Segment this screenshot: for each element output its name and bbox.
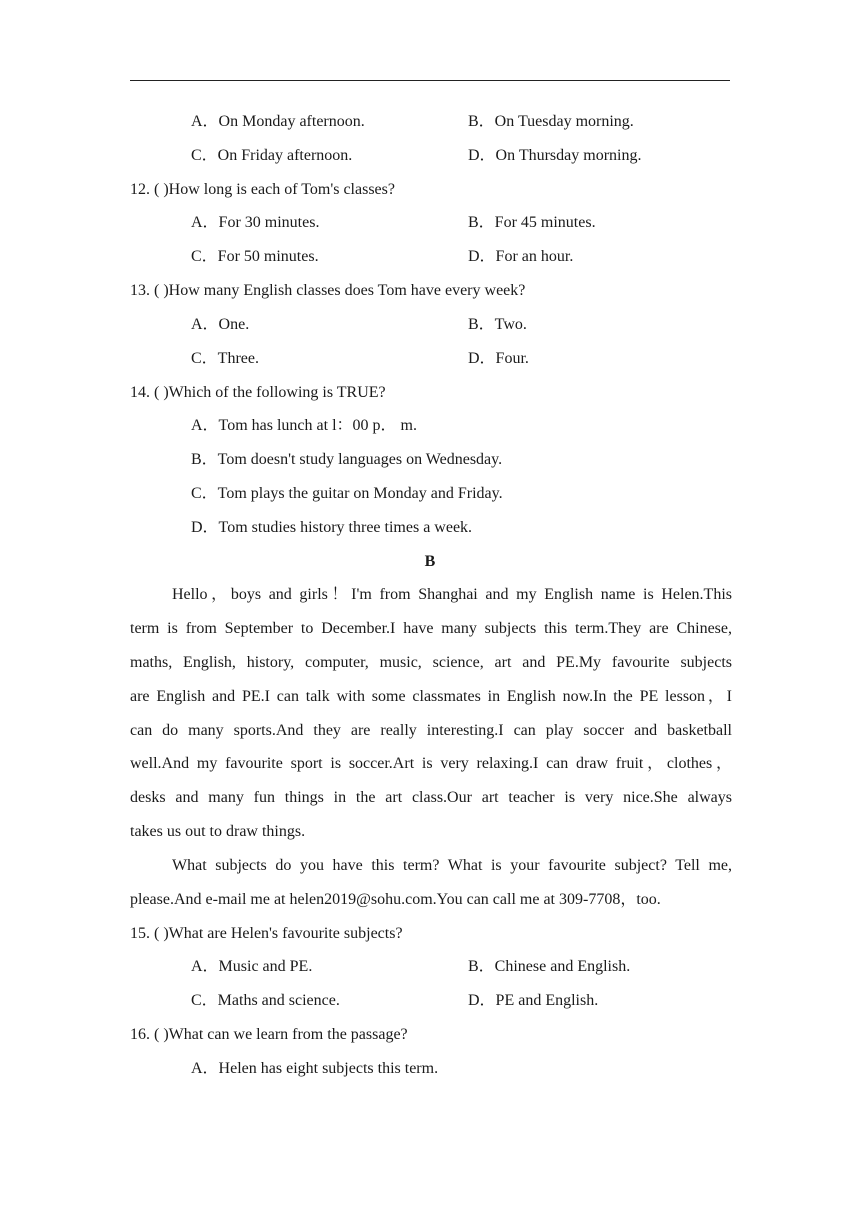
q13-stem: 13. ( )How many English classes does Tom have every week? — [130, 282, 526, 299]
passage-line: term is from September to December.I have many subjects this term.They are Chinese, — [130, 619, 732, 637]
q12-option-c: C．For 50 minutes. — [191, 248, 319, 265]
q15-option-d: D．PE and English. — [468, 992, 599, 1009]
q12-option-b: B．For 45 minutes. — [468, 214, 596, 231]
q13-option-d: D．Four. — [468, 350, 529, 367]
header-rule — [130, 80, 730, 81]
q15-option-b: B．Chinese and English. — [468, 958, 631, 975]
section-b-heading: B — [424, 553, 436, 570]
q16-stem: 16. ( )What can we learn from the passage? — [130, 1026, 408, 1043]
passage-line: takes us out to draw things. — [130, 823, 306, 841]
q14-stem: 14. ( )Which of the following is TRUE? — [130, 384, 386, 401]
passage-line: are English and PE.I can talk with some classmates in English now.In the PE lesson，I — [130, 687, 732, 705]
passage-line: What subjects do you have this term? What is your favourite subject? Tell me, — [172, 857, 732, 874]
passage-line: desks and many fun things in the art class.Our art teacher is very nice.She always — [130, 789, 732, 807]
q11-option-a: A．On Monday afternoon. — [191, 113, 365, 130]
q14-option-b: B．Tom doesn't study languages on Wednesday. — [191, 451, 503, 468]
q15-stem: 15. ( )What are Helen's favourite subjects? — [130, 925, 403, 942]
passage-line: can do many sports.And they are really interesting.I can play soccer and basketball — [130, 721, 732, 739]
q11-option-c: C．On Friday afternoon. — [191, 147, 353, 164]
passage-paragraph-2 — [130, 856, 732, 924]
q11-option-d: D．On Thursday morning. — [468, 147, 642, 164]
passage-paragraph-1 — [130, 585, 732, 856]
q13-option-b: B．Two. — [468, 316, 527, 333]
passage-line: Hello，boys and girls！I'm from Shanghai and my English name is Helen.This — [172, 586, 732, 603]
q11-option-b: B．On Tuesday morning. — [468, 113, 634, 130]
q14-option-a: A．Tom has lunch at l：00 p． m. — [191, 417, 417, 434]
passage-line: well.And my favourite sport is soccer.Art is very relaxing.I can draw fruit，clothes， — [130, 755, 732, 773]
q13-option-c: C．Three. — [191, 350, 259, 367]
passage-line: please.And e-mail me at helen2019@sohu.com.You can call me at 309-7708，too. — [130, 890, 661, 908]
q15-option-a: A．Music and PE. — [191, 958, 313, 975]
q14-option-c: C．Tom plays the guitar on Monday and Friday. — [191, 485, 503, 502]
q12-option-d: D．For an hour. — [468, 248, 574, 265]
q12-stem: 12. ( )How long is each of Tom's classes? — [130, 181, 395, 198]
q12-option-a: A．For 30 minutes. — [191, 214, 320, 231]
q13-option-a: A．One. — [191, 316, 250, 333]
passage-line: maths, English, history, computer, music, science, art and PE.My favourite subjects — [130, 653, 732, 671]
q16-option-a: A．Helen has eight subjects this term. — [191, 1060, 439, 1077]
q15-option-c: C．Maths and science. — [191, 992, 340, 1009]
q14-option-d: D．Tom studies history three times a week. — [191, 519, 473, 536]
